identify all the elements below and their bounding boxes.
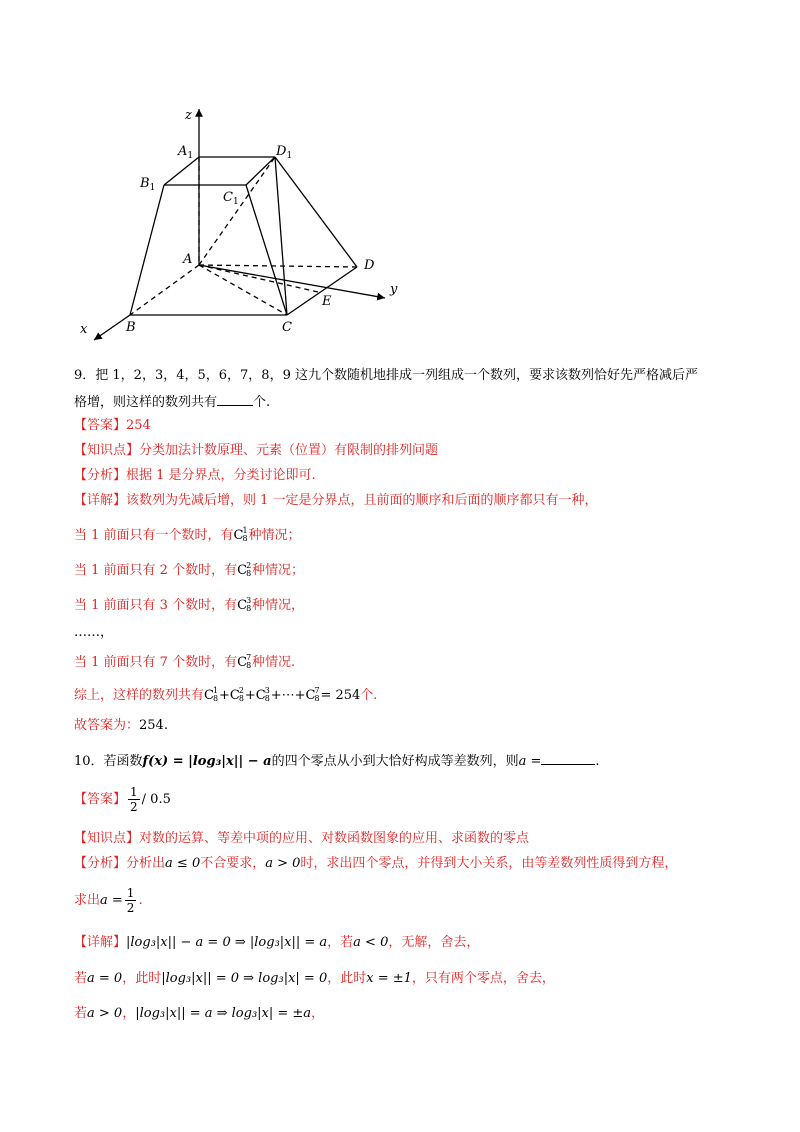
case-text: 当 1 前面只有 7 个数时，有 — [74, 655, 238, 670]
answer-alt: / 0.5 — [141, 792, 171, 807]
case-end: 种情况， — [252, 598, 305, 613]
comb-c81: C 1 8 — [233, 526, 248, 543]
comb-c83: C 3 8 — [237, 596, 252, 613]
knowledge-text: 分类加法计数原理、元素（位置）有限制的排列问题 — [139, 443, 439, 458]
analysis-text: 求出 — [74, 893, 101, 908]
q9-stem-line2 — [74, 393, 270, 412]
row-x: x = ±1 — [366, 971, 412, 986]
label-c: C — [282, 320, 292, 335]
frustum-pyramid-figure — [60, 95, 440, 355]
answer-value: 254 — [126, 418, 151, 433]
case-text: 当 1 前面只有 3 个数时，有 — [74, 598, 238, 613]
row-cond: a > 0 — [87, 1006, 123, 1021]
knowledge-tag: 【知识点】 — [74, 443, 140, 458]
label-b1: $B_1$ — [140, 176, 156, 193]
final-end: . — [163, 718, 168, 733]
case-end: 种情况； — [248, 528, 301, 543]
detail-text: ，若 — [327, 935, 354, 950]
summary-result: = 254 — [320, 688, 361, 703]
q9-case-3 — [74, 597, 304, 615]
q9-analysis — [74, 467, 316, 485]
q10-stem — [74, 752, 600, 771]
q9-stem-text: 格增，则这样的数列共有 — [74, 395, 218, 410]
q9-detail — [74, 492, 598, 510]
case-end: 种情况； — [252, 563, 305, 578]
row-text: 若 — [74, 971, 88, 986]
q10-analysis — [74, 855, 677, 873]
edge-c1d1 — [246, 157, 275, 185]
q10-stem-text: 10．若函数 — [74, 754, 143, 769]
q10-detail — [74, 934, 479, 952]
label-b: B — [126, 320, 136, 335]
edge-a1b1 — [164, 157, 199, 185]
detail-text2: ，无解，舍去， — [388, 935, 480, 950]
analysis-text: 根据 1 是分界点，分类讨论即可. — [126, 468, 316, 483]
analysis-text: 分析出 — [126, 856, 166, 871]
q10-analysis-2 — [74, 886, 143, 916]
analysis-text3: 时，求出四个零点，并得到大小关系，由等差数列性质得到方程， — [300, 856, 678, 871]
analysis-cond1: a ≤ 0 — [165, 856, 201, 871]
analysis-var: a = — [100, 893, 123, 908]
analysis-text2: 不合要求， — [200, 856, 266, 871]
q9-final — [74, 717, 168, 735]
final-value: 254 — [139, 718, 164, 733]
case-text: 当 1 前面只有一个数时，有 — [74, 528, 234, 543]
q10-knowledge — [74, 830, 529, 848]
row-text3: ， — [311, 1006, 325, 1021]
case-text: 当 1 前面只有 2 个数时，有 — [74, 563, 238, 578]
q9-case-7 — [74, 654, 295, 672]
analysis-end: . — [138, 893, 143, 908]
q10-answer-blank — [541, 752, 595, 765]
edge-d1c — [275, 157, 287, 315]
x-axis — [94, 315, 130, 340]
answer-tag: 【答案】 — [74, 418, 127, 433]
row-text2: ， — [122, 1006, 136, 1021]
label-z: z — [185, 108, 192, 123]
answer-fraction: $\frac{1}{2}$ — [130, 785, 138, 814]
label-e: E — [322, 294, 332, 309]
q9-answer — [74, 417, 151, 435]
detail-cond: a < 0 — [353, 935, 389, 950]
summary-formula: C 1 8 +C 2 8 +C 3 8 +⋯+C 7 8 = 254 — [204, 686, 361, 703]
label-a1: $A_1$ — [178, 144, 194, 161]
answer-tag: 【答案】 — [74, 792, 127, 807]
edge-ad — [199, 265, 357, 267]
label-d1: $D_1$ — [276, 144, 293, 161]
comb-c87: C 7 8 — [237, 653, 252, 670]
q10-answer — [74, 785, 171, 815]
q9-case-1 — [74, 527, 301, 545]
row-math: |log₃|x|| = a ⇒ log₃|x| = ±a — [135, 1006, 312, 1021]
q9-answer-blank — [217, 393, 253, 406]
q10-var: a = — [518, 754, 542, 769]
knowledge-tag: 【知识点】 — [74, 831, 140, 846]
row-text: 若 — [74, 1006, 88, 1021]
knowledge-text: 对数的运算、等差中项的应用、对数函数图象的应用、求函数的零点 — [139, 831, 530, 846]
q10-detail-row3 — [74, 1005, 324, 1023]
analysis-tag: 【分析】 — [74, 856, 127, 871]
q9-stem-line1: 9．把 1，2，3，4，5，6，7，8，9 这九个数随机地排成一列组成一个数列，要求该数列恰好先严格减后严 — [74, 368, 698, 383]
row-text3: ，此时 — [327, 971, 367, 986]
analysis-cond2: a > 0 — [265, 856, 301, 871]
detail-text: 该数列为先减后增，则 1 一定是分界点，且前面的顺序和后面的顺序都只有一种， — [126, 493, 598, 508]
label-y: y — [390, 282, 398, 297]
detail-math: |log₃|x|| − a = 0 ⇒ |log₃|x|| = a — [126, 935, 328, 950]
row-text2: ，此时 — [122, 971, 162, 986]
edge-b1b — [130, 185, 164, 315]
row-text4: ，只有两个零点，舍去， — [411, 971, 555, 986]
analysis-fraction: $\frac{1}{2}$ — [126, 886, 135, 915]
q10-detail-row2 — [74, 970, 555, 988]
analysis-tag: 【分析】 — [74, 468, 127, 483]
q10-stem-end: . — [595, 754, 600, 769]
q10-function: f(x) = |log₃|x|| − a — [142, 754, 272, 769]
q9-knowledge — [74, 442, 438, 460]
q9-case-2 — [74, 562, 304, 580]
comb-c82: C 2 8 — [237, 561, 252, 578]
edge-ad1 — [199, 157, 275, 265]
row-math: |log₃|x|| = 0 ⇒ log₃|x| = 0 — [161, 971, 328, 986]
label-x: x — [80, 322, 88, 337]
label-d: D — [364, 258, 375, 273]
final-text: 故答案为： — [74, 718, 140, 733]
q10-stem-text2: 的四个零点从小到大恰好构成等差数列，则 — [271, 754, 519, 769]
label-c1: $C_1$ — [223, 190, 239, 207]
case-end: 种情况. — [252, 655, 296, 670]
q9-ellipsis: ……， — [74, 625, 114, 640]
summary-text: 综上，这样的数列共有 — [74, 688, 205, 703]
label-a: A — [183, 252, 193, 267]
edge-d1d — [275, 157, 357, 267]
summary-end: 个. — [360, 688, 378, 703]
edge-ae — [199, 265, 318, 292]
x-axis-dashed — [130, 265, 199, 315]
row-cond: a = 0 — [87, 971, 123, 986]
edge-c1c — [246, 185, 287, 315]
y-axis — [199, 265, 385, 298]
detail-tag: 【详解】 — [74, 493, 127, 508]
q9-stem-end: 个. — [253, 395, 271, 410]
q9-summary — [74, 687, 377, 705]
detail-tag: 【详解】 — [74, 935, 127, 950]
